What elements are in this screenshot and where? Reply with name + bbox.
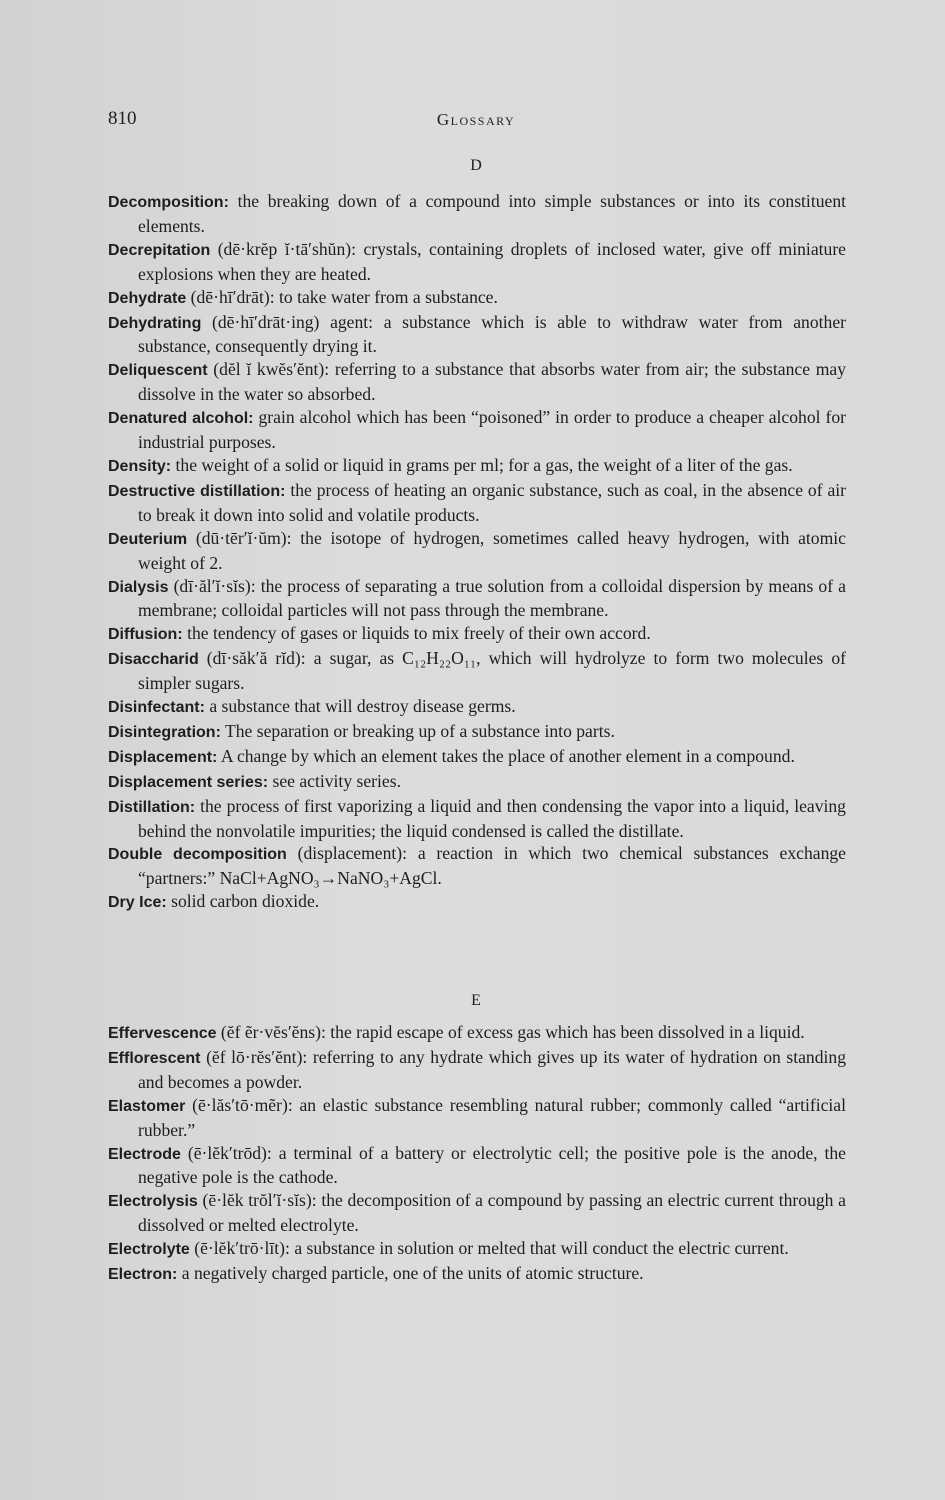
entry-term: Elastomer <box>108 1097 186 1115</box>
entry-pronunciation: (dī·săk′ă rĭd): <box>206 648 306 669</box>
entry-term: Decomposition: <box>108 194 229 211</box>
entry-pronunciation: (ē·lĕk′trō·līt): <box>194 1238 290 1259</box>
entry-term: Displacement: <box>108 748 218 766</box>
entry-term: Destructive distillation: <box>108 482 286 500</box>
entry-pronunciation: (dĕl ĭ kwĕs′ĕnt): <box>213 359 330 380</box>
glossary-entry <box>108 720 846 745</box>
entry-pronunciation: (ē·lĕk trŏl′ĭ·sĭs): <box>202 1190 317 1211</box>
entry-pronunciation: (dī·ăl′ĭ·sĭs): <box>173 575 256 596</box>
entry-pronunciation: (ē·lăs′tō·mẽr): <box>192 1094 293 1115</box>
entry-term: Double decomposition <box>108 846 287 864</box>
section-letter-d: D <box>470 157 482 174</box>
glossary-section-d <box>108 190 846 915</box>
glossary-entry <box>108 238 846 286</box>
entry-term: Dehydrate <box>108 289 187 307</box>
entry-definition: the weight of a solid or liquid in grams per ml; for a gas, the weight of a liter of the gas. <box>175 454 793 475</box>
entry-definition: an elastic substance resembling natural rubber; commonly called “artificial rubber.” <box>138 1094 846 1140</box>
entry-term: Decrepitation <box>108 241 211 259</box>
glossary-entry <box>108 890 846 915</box>
entry-definition: a reaction in which two chemical substances exchange “partners:” NaCl+AgNO₃→NaNO₃+AgCl. <box>138 843 846 889</box>
entry-pronunciation: (dē·krĕp ĭ·tā′shŭn): <box>217 238 356 259</box>
entry-definition: A change by which an element takes the place of another element in a compound. <box>220 745 795 766</box>
entry-definition: a negatively charged particle, one of the units of atomic structure. <box>181 1263 644 1284</box>
glossary-entry <box>108 1021 846 1046</box>
entry-definition: crystals, containing droplets of inclosed water, give off miniature explosions when they are heated. <box>138 238 846 284</box>
entry-term: Dehydrating <box>108 314 202 332</box>
glossary-entry <box>108 1142 846 1190</box>
entry-definition: the tendency of gases or liquids to mix freely of their own accord. <box>187 623 651 644</box>
entry-term: Denatured alcohol: <box>108 410 254 428</box>
running-title: Glossary <box>436 110 516 129</box>
glossary-entry <box>108 647 846 695</box>
section-letter-e: E <box>471 992 481 1009</box>
glossary-entry <box>108 575 846 623</box>
entry-term: Diffusion: <box>108 626 183 644</box>
entry-pronunciation: (dē·hī′drāt·ing) <box>212 311 320 332</box>
entry-term: Deliquescent <box>108 362 208 380</box>
glossary-entry <box>108 1189 846 1237</box>
entry-term: Distillation: <box>108 798 196 816</box>
entry-term: Effervescence <box>108 1025 217 1042</box>
entry-pronunciation: (dē·hī′drāt): <box>190 286 275 307</box>
page-number: 810 <box>108 108 137 129</box>
glossary-entry <box>108 479 846 527</box>
entry-pronunciation: (ĕf ẽr·vĕs′ĕns): <box>220 1022 326 1042</box>
entry-term: Dialysis <box>108 578 169 596</box>
entry-pronunciation: (displacement): <box>297 843 408 864</box>
glossary-entry <box>108 1046 846 1094</box>
entry-definition: a terminal of a battery or electrolytic cell; the positive pole is the anode, the negative pole is the cathode. <box>138 1142 846 1188</box>
entry-term: Electrolyte <box>108 1241 190 1259</box>
glossary-entry <box>108 1094 846 1142</box>
entry-definition: a substance in solution or melted that will conduct the electric current. <box>294 1238 789 1259</box>
entry-definition: see activity series. <box>272 770 401 791</box>
entry-term: Disaccharid <box>108 651 199 669</box>
entry-term: Disintegration: <box>108 723 221 741</box>
entry-term: Density: <box>108 457 172 475</box>
entry-term: Electrolysis <box>108 1193 198 1211</box>
glossary-entry <box>108 190 846 238</box>
glossary-entry <box>108 770 846 795</box>
glossary-entry <box>108 358 846 406</box>
entry-term: Displacement series: <box>108 773 269 791</box>
page-header <box>108 108 844 138</box>
entry-definition: grain alcohol which has been “poisoned” in order to produce a cheaper alcohol for industrial purposes. <box>138 407 847 453</box>
entry-definition: the rapid escape of excess gas which has been dissolved in a liquid. <box>330 1022 805 1042</box>
entry-definition: the process of separating a true solution from a colloidal dispersion by means of a membrane; colloidal particles will not pass through the membrane. <box>138 575 846 621</box>
entry-term: Deuterium <box>108 530 188 548</box>
entry-term: Disinfectant: <box>108 699 205 717</box>
glossary-section-e <box>108 1021 846 1287</box>
entry-definition: a substance that will destroy disease germs. <box>209 696 516 717</box>
entry-pronunciation: (dū·tēr′ĭ·ŭm): <box>195 527 292 548</box>
glossary-entry <box>108 406 846 454</box>
entry-definition: the isotope of hydrogen, sometimes called heavy hydrogen, with atomic weight of 2. <box>138 527 846 573</box>
entry-definition: referring to a substance that absorbs water from air; the substance may dissolve in the water so absorbed. <box>138 359 846 405</box>
glossary-entry <box>108 286 846 311</box>
entry-pronunciation: (ē·lĕk′trōd): <box>187 1142 272 1163</box>
glossary-entry <box>108 527 846 575</box>
entry-definition: to take water from a substance. <box>279 286 498 307</box>
entry-term: Efflorescent <box>108 1049 201 1067</box>
glossary-entry <box>108 1262 846 1287</box>
entry-definition: solid carbon dioxide. <box>171 891 320 912</box>
entry-definition: referring to any hydrate which gives up its water of hydration on standing and becomes a powder. <box>138 1046 847 1092</box>
glossary-entry <box>108 795 846 843</box>
glossary-entry <box>108 1237 846 1262</box>
glossary-entry <box>108 695 846 720</box>
entry-pronunciation: (ĕf lō·rĕs′ĕnt): <box>206 1046 308 1067</box>
entry-definition: The separation or breaking up of a substance into parts. <box>224 720 615 741</box>
glossary-entry <box>108 842 846 890</box>
entry-term: Dry Ice: <box>108 894 167 912</box>
entry-term: Electron: <box>108 1266 178 1284</box>
glossary-entry <box>108 745 846 770</box>
entry-definition: the breaking down of a compound into simple substances or into its constituent elements. <box>138 191 846 236</box>
glossary-entry <box>108 622 846 647</box>
entry-definition: agent: a substance which is able to withdraw water from another substance, consequently drying it. <box>138 311 846 357</box>
entry-definition: the process of heating an organic substance, such as coal, in the absence of air to break it down into solid and volatile products. <box>138 479 846 525</box>
entry-definition: the process of first vaporizing a liquid and then condensing the vapor into a liquid, leaving behind the nonvolatile impurities; the liquid condensed is called the distillate. <box>138 795 846 841</box>
glossary-entry <box>108 454 846 479</box>
glossary-entry <box>108 311 846 359</box>
entry-definition: the decomposition of a compound by passing an electric current through a dissolved or melted electrolyte. <box>138 1190 846 1236</box>
entry-definition: a sugar, as C₁₂H₂₂O₁₁, which will hydrolyze to form two molecules of simpler sugars. <box>138 648 846 694</box>
entry-term: Electrode <box>108 1145 181 1163</box>
